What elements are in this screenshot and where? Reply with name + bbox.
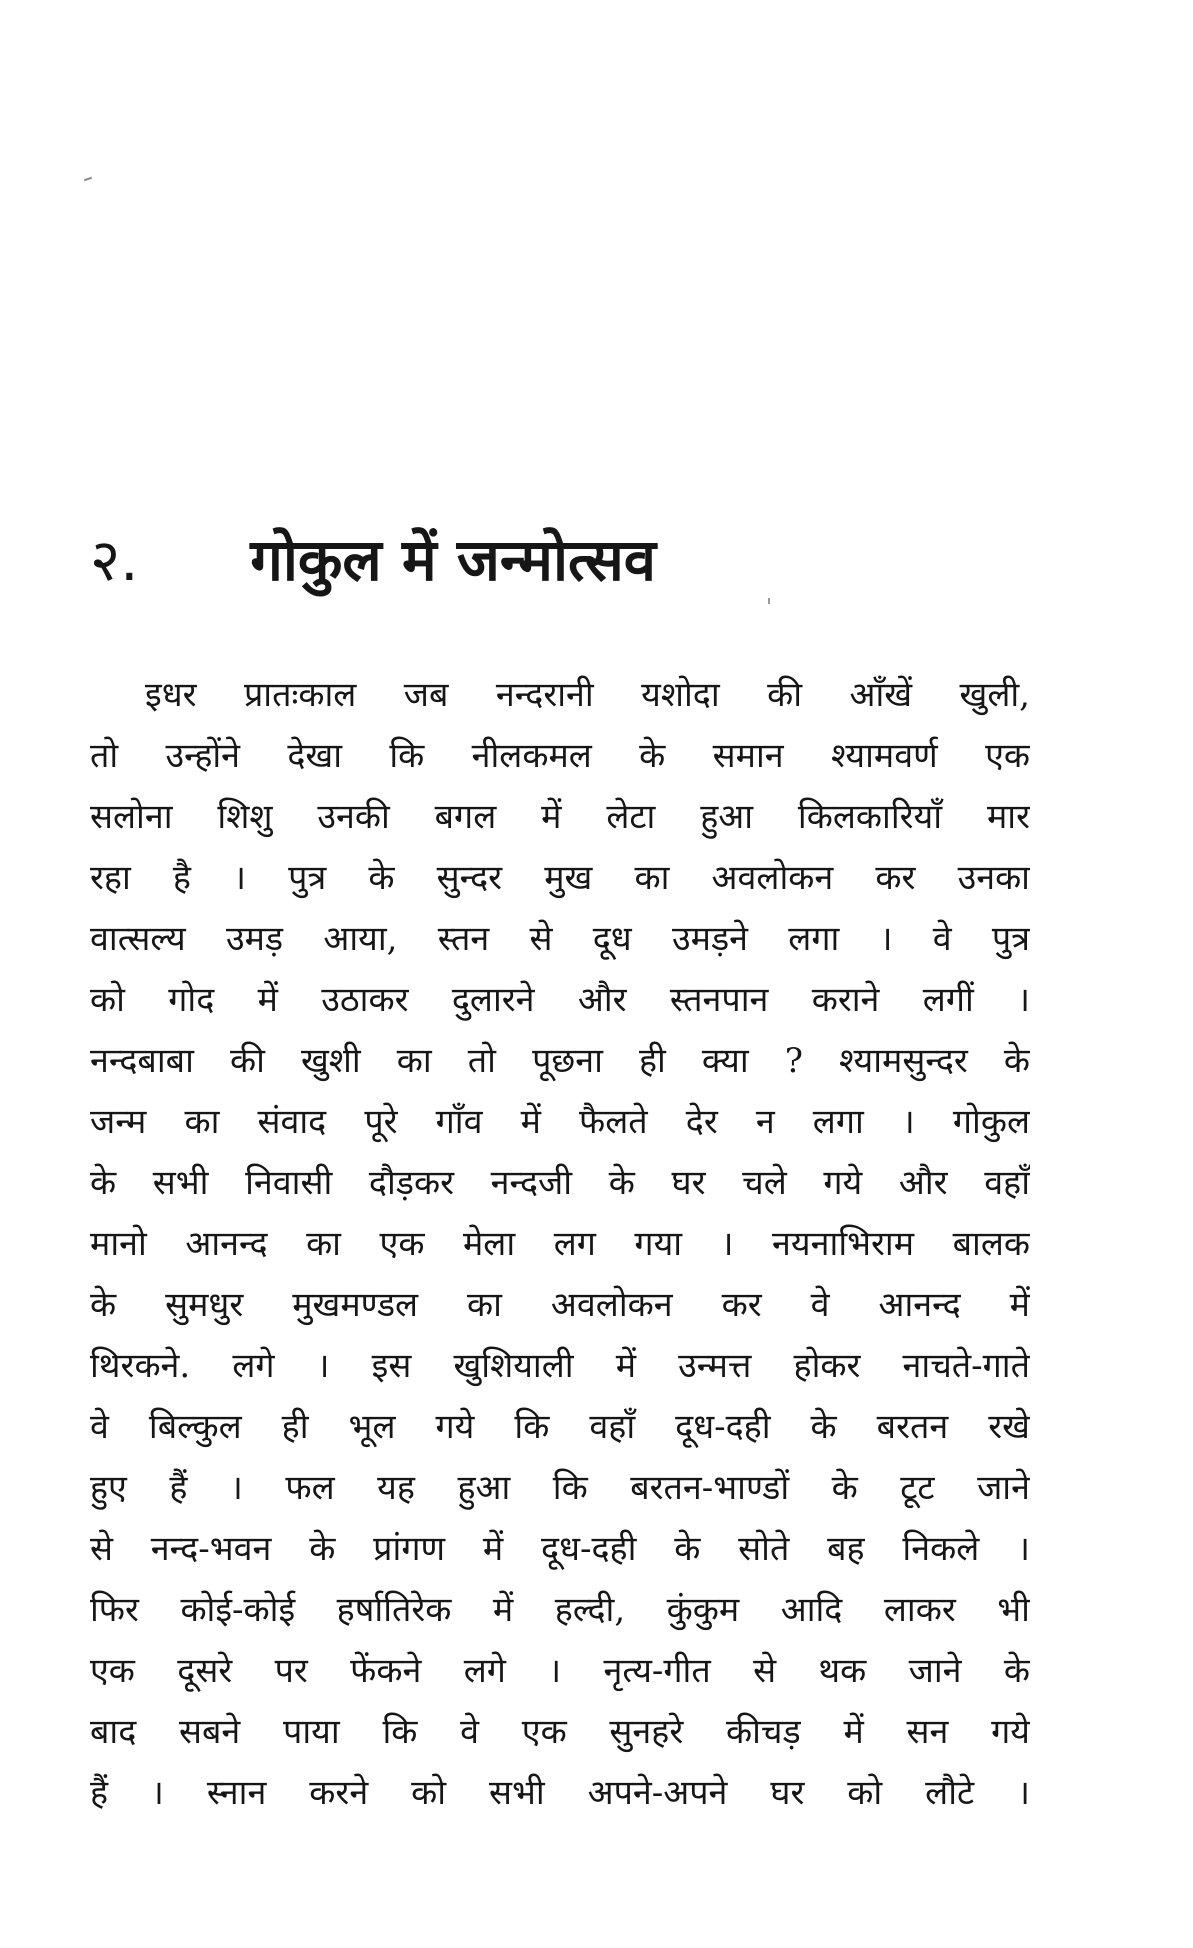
chapter-body: [90, 665, 1030, 1824]
text-line: से नन्द-भवन के प्रांगण में दूध-दही के सोते बह निकले ।: [90, 1529, 1030, 1569]
print-speck: [84, 177, 92, 182]
text-line: थिरकने. लगे । इस खुशियाली में उन्मत्त होकर नाचते-गाते: [90, 1346, 1030, 1386]
text-line: तो उन्होंने देखा कि नीलकमल के समान श्यामवर्ण एक: [90, 736, 1030, 776]
text-line: एक दूसरे पर फेंकने लगे । नृत्य-गीत से थक जाने के: [90, 1651, 1030, 1691]
text-line: वे बिल्कुल ही भूल गये कि वहाँ दूध-दही के बरतन रखे: [90, 1407, 1030, 1447]
chapter-number: २.: [90, 526, 139, 594]
text-line: हुए हैं । फल यह हुआ कि बरतन-भाण्डों के टूट जाने: [90, 1468, 1030, 1508]
text-line: वात्सल्य उमड़ आया, स्तन से दूध उमड़ने लगा । वे पुत्र: [90, 919, 1030, 959]
text-line: के सभी निवासी दौड़कर नन्दजी के घर चले गये और वहाँ: [90, 1163, 1030, 1203]
text-line: बाद सबने पाया कि वे एक सुनहरे कीचड़ में सन गये: [90, 1712, 1030, 1752]
text-line: मानो आनन्द का एक मेला लग गया । नयनाभिराम बालक: [90, 1224, 1030, 1264]
text-line: नन्दबाबा की खुशी का तो पूछना ही क्या ? श्यामसुन्दर के: [90, 1041, 1030, 1081]
text-line: हैं । स्नान करने को सभी अपने-अपने घर को लौटे ।: [90, 1773, 1030, 1813]
chapter-heading: [90, 520, 1090, 600]
text-line: रहा है । पुत्र के सुन्दर मुख का अवलोकन कर उनका: [90, 858, 1030, 898]
text-line: के सुमधुर मुखमण्डल का अवलोकन कर वे आनन्द में: [90, 1285, 1030, 1325]
text-line: जन्म का संवाद पूरे गाँव में फैलते देर न लगा । गोकुल: [90, 1102, 1030, 1142]
text-line: फिर कोई-कोई हर्षातिरेक में हल्दी, कुंकुम आदि लाकर भी: [90, 1590, 1030, 1630]
text-line: सलोना शिशु उनकी बगल में लेटा हुआ किलकारियाँ मार: [90, 797, 1030, 837]
chapter-title: गोकुल में जन्मोत्सव: [250, 526, 657, 594]
text-line: इधर प्रातःकाल जब नन्दरानी यशोदा की आँखें खुली,: [145, 675, 1030, 715]
text-line: को गोद में उठाकर दुलारने और स्तनपान कराने लगीं ।: [90, 980, 1030, 1020]
